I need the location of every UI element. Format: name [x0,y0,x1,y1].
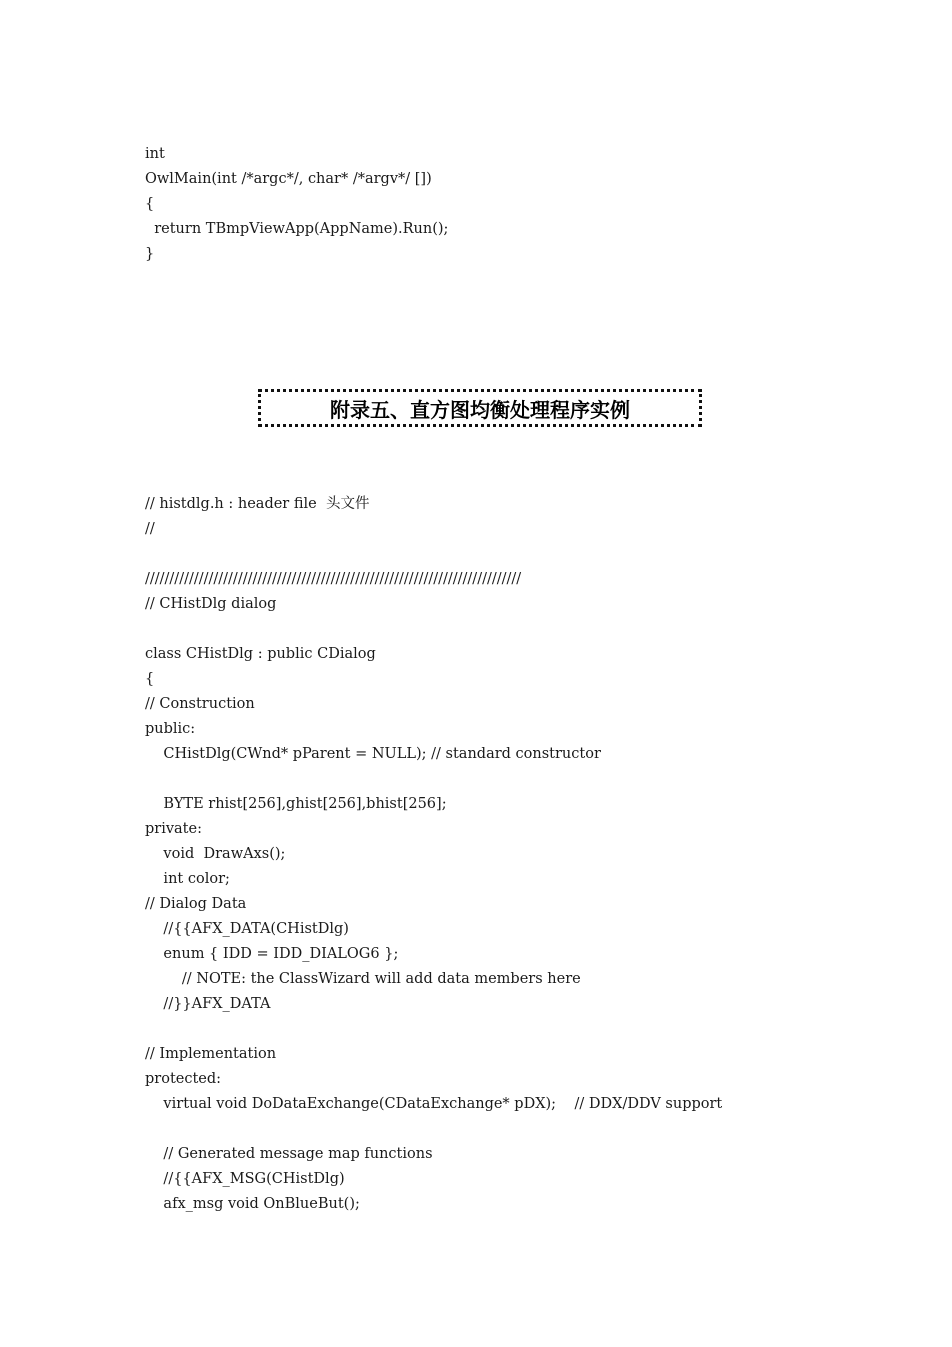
code-line: afx_msg void OnBlueBut(); [145,1196,360,1212]
code-line: // histdlg.h : header file 头文件 [145,496,370,512]
code-line: // [145,521,155,537]
code-line: ///////////////////////////////////////////////////////////////////////////// [145,571,522,587]
code-line: // Implementation [145,1046,277,1062]
code-line: // Construction [145,696,255,712]
code-line [145,767,722,792]
code-line: OwlMain(int /*argc*/, char* /*argv*/ []) [145,171,432,187]
code-line: int color; [145,871,230,887]
code-line [145,1017,722,1042]
code-block-histdlg-header [145,492,722,1217]
code-line: public: [145,721,196,737]
code-line [145,542,722,567]
code-line: // Dialog Data [145,896,247,912]
code-line: // Generated message map functions [145,1146,433,1162]
code-line: CHistDlg(CWnd* pParent = NULL); // standard constructor [145,746,601,762]
code-line: { [145,196,155,212]
code-line [145,1117,722,1142]
code-line: // NOTE: the ClassWizard will add data members here [145,971,581,987]
code-line: virtual void DoDataExchange(CDataExchange* pDX); // DDX/DDV support [145,1096,723,1112]
code-line: { [145,671,155,687]
code-line: void DrawAxs(); [145,846,286,862]
code-line: return TBmpViewApp(AppName).Run(); [145,221,449,237]
code-line: class CHistDlg : public CDialog [145,646,376,662]
code-line: protected: [145,1071,222,1087]
section-title-box [258,389,702,427]
code-line: BYTE rhist[256],ghist[256],bhist[256]; [145,796,447,812]
code-line [145,617,722,642]
code-line: // CHistDlg dialog [145,596,277,612]
code-line: //}}AFX_DATA [145,996,271,1012]
code-block-owlmain [145,142,448,267]
section-title: 附录五、直方图均衡处理程序实例 [330,397,630,422]
code-line: //{{AFX_MSG(CHistDlg) [145,1171,345,1187]
code-line: //{{AFX_DATA(CHistDlg) [145,921,349,937]
code-line: enum { IDD = IDD_DIALOG6 }; [145,946,399,962]
code-line: int [145,146,165,162]
code-line: private: [145,821,202,837]
code-line: } [145,246,155,262]
